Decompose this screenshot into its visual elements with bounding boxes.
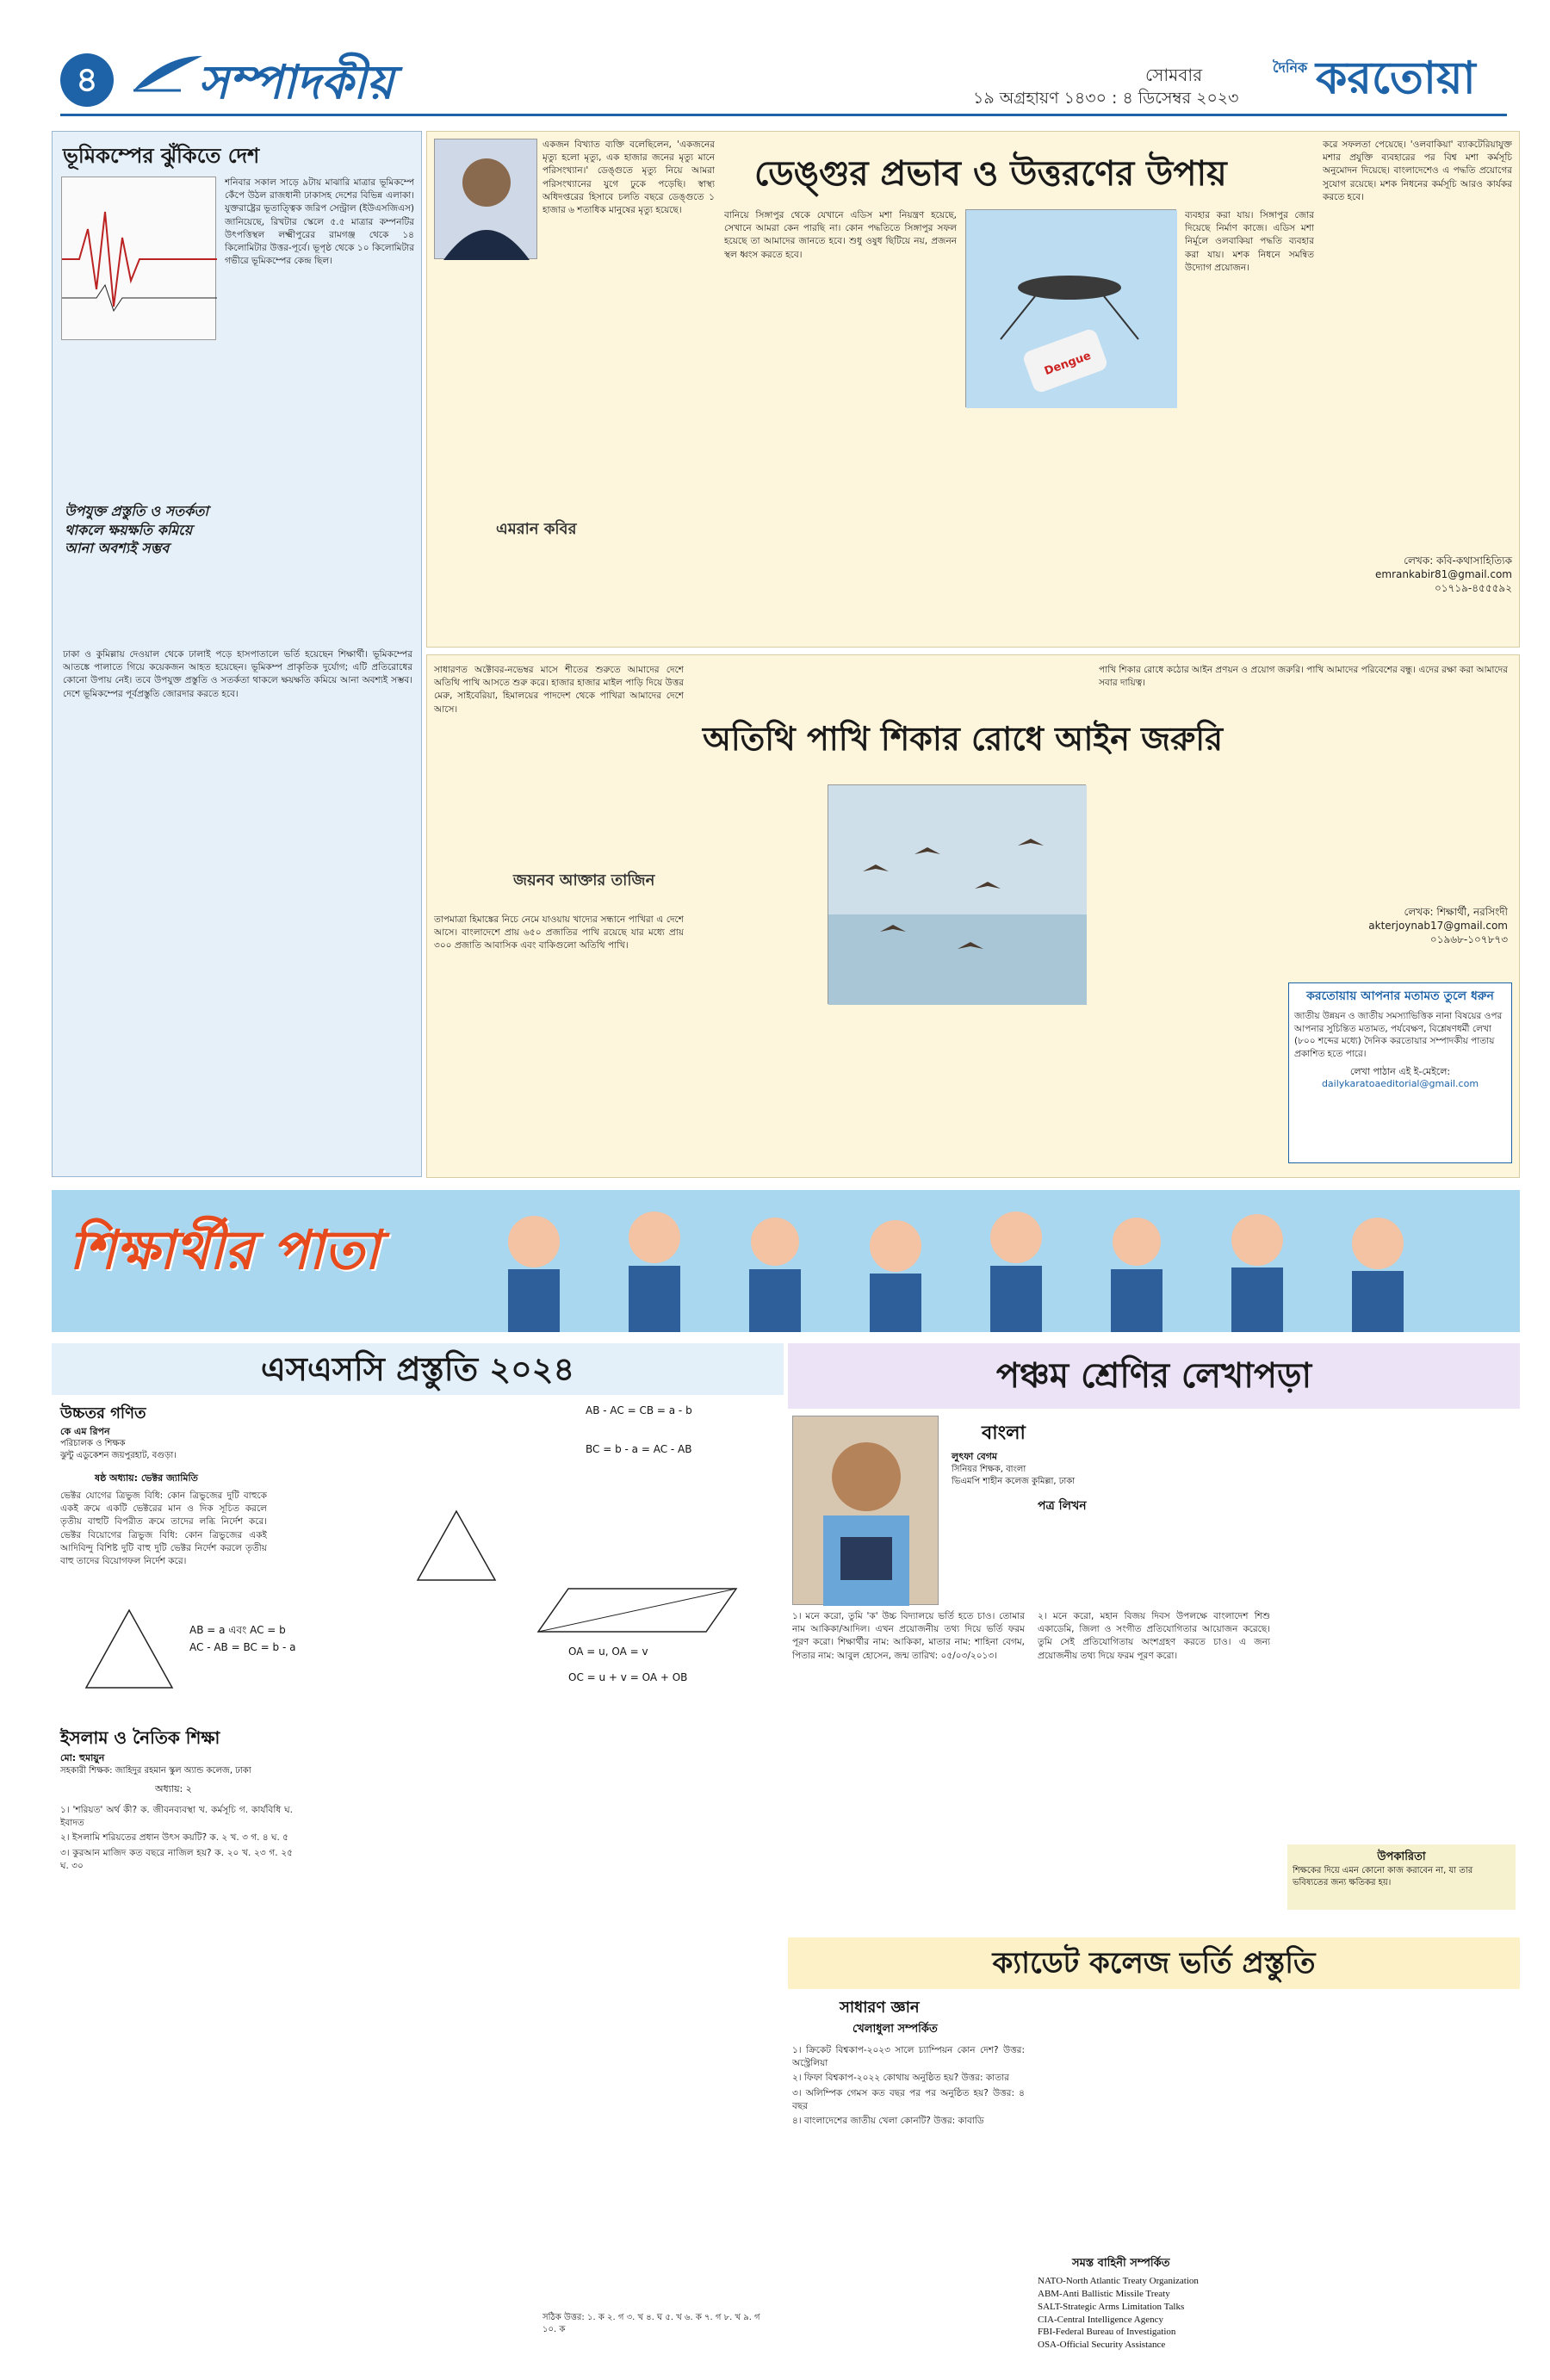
bird-signature-phone: ০১৯৬৮-১০৭৮৭৩ (1429, 933, 1508, 946)
islam-answers: সঠিক উত্তর: ১. ক ২. গ ৩. খ ৪. ঘ ৫. খ ৬. ক ৭. গ ৮. খ ৯. গ ১০. ক (542, 2313, 760, 2334)
dengue-signature-phone: ০১৭১৯-৪৫৫৫৯২ (1434, 582, 1512, 595)
dengue-body-4: করে সফলতা পেয়েছে। 'ওলবাকিয়া' ব্যাকটেরিয়াযুক্ত মশার প্রযুক্তি ব্যবহারের পর বিশ্ব মশা কর্মসূচি অনুমোদন দিয়েছে। বাংলাদেশেও এ পদ্ধতি প্রয়োগের সুযোগ রয়েছে। মশক নিধনের কর্মসূচি আরও কার্যকর করতে হবে। (1323, 139, 1512, 202)
class5-subject: বাংলা (982, 1422, 1026, 1444)
ssc-teacher-role: পরিচালক ও শিক্ষক (60, 1439, 126, 1448)
bird-title: অতিথি পাখি শিকার রোধে আইন জরুরি (703, 720, 1224, 758)
ssc-section (52, 1343, 784, 1722)
cadet-q2: ২। ফিফা বিশ্বকাপ-২০২২ কোথায় অনুষ্ঠিত হয়? উত্তর: কাতার (792, 2073, 1009, 2084)
islam-teacher-org: সহকারী শিক্ষক: জাহিদুর রহমান স্কুল অ্যান্ড কলেজ, ঢাকা (60, 1766, 251, 1776)
cadet-q4: ৪। বাংলাদেশের জাতীয় খেলা কোনটি? উত্তর: কাবাডি (792, 2116, 984, 2127)
dengue-body-1: একজন বিখ্যাত ব্যক্তি বলেছিলেন, 'একজনের মৃত্যু হলো মৃত্যু, এক হাজার জনের মৃত্যু মানে পরিসংখ্যান।' ডেঙ্গুতে মৃত্যু নিয়ে আমরা পরিসংখ্যানের যুগে ঢুকে পড়েছি। স্বাস্থ্য অধিদপ্তরের হিসাবে চলতি বছরে ডেঙ্গুতে ১ হাজার ৬ শতাধিক মানুষের মৃত্যু হয়েছে। (542, 139, 715, 216)
masthead-day: সোমবার (1145, 65, 1203, 85)
bird-signature (1323, 905, 1508, 947)
student-boy-image (792, 1416, 939, 1605)
editorial-left (52, 131, 422, 1177)
dengue-tube-label: Dengue (1043, 349, 1094, 379)
student-page-banner (52, 1190, 1520, 1332)
class5-teacher: লুৎফা বেগম (952, 1451, 998, 1462)
quill-icon (129, 52, 207, 95)
bird-signature-email: akterjoynab17@gmail.com (1368, 920, 1508, 933)
ssc-formula-5: OA = u, OA = v (568, 1646, 648, 1658)
class5-section (788, 1343, 1520, 1929)
editorial-left-body-2: ঢাকা ও কুমিল্লায় দেওয়াল থেকে ঢালাই পড়ে হাসপাতালে ভর্তি হয়েছেন শিক্ষার্থী। ভূমিকম্পের আতঙ্কে পালাতে গিয়ে কয়েকজন আহত হয়েছেন। ভূমিকম্প প্রাকৃতিক দুর্যোগ; এটি প্রতিরোধের কোনো উপায় নেই। তবে উপযুক্ত প্রস্তুতি ও সতর্কতা থাকলে ক্ষয়ক্ষতি কমিয়ে আনা অবশ্যই সম্ভব। দেশে ভূমিকম্পের পূর্বপ্রস্তুতি জোরদার করতে হবে। (63, 649, 412, 699)
class5-note-box (1287, 1844, 1516, 1910)
dengue-signature (1323, 554, 1512, 596)
paper-logo: করতোয়া (1316, 53, 1476, 104)
class5-header: পঞ্চম শ্রেণির লেখাপড়া (788, 1343, 1520, 1409)
ssc-teacher: কে এম রিপন (60, 1426, 110, 1437)
page-number-badge: ৪ (60, 53, 114, 107)
ssc-teacher-org: ঝুন্টু এডুকেশন জয়পুরহাট, বগুড়া। (60, 1451, 177, 1460)
paper-logo-prefix: দৈনিক (1273, 59, 1308, 76)
cadet-topic: খেলাধুলা সম্পর্কিত (852, 2023, 938, 2036)
masthead-rule (60, 114, 1507, 116)
ssc-body: ভেক্টর যোগের ত্রিভুজ বিধি: কোন ত্রিভুজের দুটি বাহুকে একই ক্রমে একটি ভেক্টরের মান ও দিক সূচিত করলে তৃতীয় বাহুটি বিপরীত ক্রমে তাদের লব্ধি নির্দেশ করে। ভেক্টর বিয়োগের ত্রিভুজ বিধি: কোন ত্রিভুজের একই আদিবিন্দু বিশিষ্ট দুটি বাহু দুটি ভেক্টর নির্দেশ করলে তৃতীয় বাহু তাদের বিয়োগফল নির্দেশ করে। (60, 1491, 267, 1567)
opinion-box-email[interactable]: dailykaratoaeditorial@gmail.com (1321, 1078, 1479, 1090)
ssc-formula-1: AB = a এবং AC = b (189, 1624, 286, 1636)
ssc-header: এসএসসি প্রস্তুতি ২০২৪ (52, 1343, 784, 1395)
ssc-subject: উচ্চতর গণিত (60, 1404, 146, 1422)
ssc-chapter: ষষ্ঠ অধ্যায়: ভেক্টর জ্যামিতি (95, 1472, 198, 1484)
cadet-q3: ৩। অলিম্পিক গেমস কত বছর পর পর অনুষ্ঠিত হয়? উত্তর: ৪ বছর (792, 2087, 1025, 2111)
bird-signature-name: লেখক: শিক্ষার্থী, নরসিংদী (1404, 906, 1508, 918)
triangle-diagram-1 (78, 1602, 181, 1696)
opinion-box-title: করতোয়ায় আপনার মতামত তুলে ধরুন (1306, 989, 1494, 1003)
cadet-abbr-3: SALT-Strategic Arms Limitation Talks (1038, 2301, 1185, 2312)
cadet-q1: ১। ক্রিকেট বিশ্বকাপ-২০২৩ সালে চ্যাম্পিয়ন কোন দেশ? উত্তর: অস্ট্রেলিয়া (792, 2045, 1025, 2069)
triangle-diagram-2 (413, 1507, 499, 1584)
dengue-signature-name: লেখক: কবি-কথাসাহিত্যিক (1404, 555, 1512, 567)
class5-teacher-role: সিনিয়র শিক্ষক, বাংলা (952, 1465, 1026, 1474)
cadet-abbr-5: FBI-Federal Bureau of Investigation (1038, 2327, 1176, 2338)
parallelogram-diagram (534, 1584, 741, 1636)
islam-q1: ১। 'শরিয়ত' অর্থ কী? ক. জীবনব্যবস্থা খ. কর্মসূচি গ. কার্যবিধি ঘ. ইবাদত (60, 1805, 293, 1829)
class5-body: ১। মনে করো, তুমি 'ক' উচ্চ বিদ্যালয়ে ভর্তি হতে চাও। তোমার নাম আকিকা/আদিল। এখন প্রয়োজনীয় তথ্য দিয়ে ভর্তি ফরম পূরণ করো। শিক্ষার্থীর নাম: আকিকা, মাতার নাম: শাহিনা বেগম, পিতার নাম: আবুল হোসেন, জন্ম তারিখ: ০৫/০৩/২০১৩। (792, 1611, 1025, 1661)
cadet-subject: সাধারণ জ্ঞান (840, 1999, 920, 2017)
opinion-box-email-label: লেখা পাঠান এই ই-মেইলে: (1349, 1065, 1451, 1077)
student-page-title: শিক্ষার্থীর পাতা (69, 1218, 380, 1281)
masthead-date: ১৯ অগ্রহায়ণ ১৪৩০ : ৪ ডিসেম্বর ২০২৩ (973, 89, 1239, 108)
editorial-left-pullquote: উপযুক্ত প্রস্তুতি ও সতর্কতা থাকলে ক্ষয়ক্ষতি কমিয়ে আনা অবশ্যই সম্ভব (65, 503, 209, 557)
birds-image (828, 784, 1086, 1004)
seismograph-image (61, 177, 216, 340)
class5-body-2: ২। মনে করো, মহান বিজয় দিবস উপলক্ষে বাংলাদেশ শিশু একাডেমি, জিলা ও সংগীত প্রতিযোগিতার আয়োজন করেছে। তুমি সেই প্রতিযোগিতায় অংশগ্রহণ করতে চাও। এ জন্য প্রয়োজনীয় তথ্য দিয়ে ফরম পূরণ করো। (1038, 1611, 1270, 1661)
bird-body-2: তাপমাত্রা হিমাঙ্কের নিচে নেমে যাওয়ায় খাদ্যের সন্ধানে পাখিরা এ দেশে আসে। বাংলাদেশে প্রায় ৬৫০ প্রজাতির পাখি রয়েছে যার মধ্যে প্রায় ৩০০ প্রজাতি আবাসিক এবং বাকিগুলো অতিথি পাখি। (434, 914, 684, 951)
class5-note-body: শিক্ষকের দিয়ে এমন কোনো কাজ করাবেন না, যা তার ভবিষ্যতের জন্য ক্ষতিকর হয়। (1293, 1865, 1473, 1887)
masthead (0, 0, 1550, 119)
dengue-author: এমরান কবির (496, 520, 577, 538)
islam-q3: ৩। কুরআন মাজিদ কত বছরে নাজিল হয়? ক. ২০ খ. ২৩ গ. ২৫ ঘ. ৩০ (60, 1847, 293, 1871)
cadet-questions (792, 2044, 1025, 2251)
section-title: সম্পাদকীয় (198, 55, 394, 109)
ssc-formula-3: AB - AC = CB = a - b (586, 1404, 692, 1416)
islam-teacher: মো: হুমায়ুন (60, 1752, 105, 1763)
dengue-signature-email: emrankabir81@gmail.com (1375, 568, 1512, 581)
editorial-left-body-1: শনিবার সকাল সাড়ে ৯টায় মাঝারি মাত্রার ভূমিকম্পে কেঁপে উঠল রাজধানী ঢাকাসহ দেশের বিভিন্ন এলাকা। যুক্তরাষ্ট্রের ভূতাত্ত্বিক জরিপ সেন্ট্রাল (ইউএসজিএস) জানিয়েছে, রিখটার স্কেলে ৫.৫ মাত্রার কম্পনটির উৎপত্তিস্থল লক্ষ্মীপুরের রামগঞ্জ থেকে ১৪ কিলোমিটার উত্তর-পূর্বে। ভূপৃষ্ঠ থেকে ১০ কিলোমিটার গভীরে ভূমিকম্পের কেন্দ্র ছিল। (225, 177, 414, 267)
bird-article (426, 654, 1520, 1178)
cadet-abbr-6: OSA-Official Security Assistance (1038, 2340, 1166, 2351)
dengue-body-3: ব্যবহার করা যায়। সিঙ্গাপুর জোর দিয়েছে নির্মাণ কাজে। এডিস মশা নির্মূলে ওলবাকিয়া পদ্ধতি ব্যবহার করা যায়। মশক নিধনে সমন্বিত উদ্যোগ প্রয়োজন। (1185, 210, 1314, 273)
class5-teacher-org: ভিএমপি শাহীন কলেজ কুমিল্লা, ঢাকা (952, 1477, 1076, 1486)
dengue-article (426, 131, 1520, 648)
dengue-title: ডেঙ্গুর প্রভাব ও উত্তরণের উপায় (754, 154, 1227, 194)
islam-header: ইসলাম ও নৈতিক শিক্ষা (60, 1727, 220, 1748)
class5-note-title: উপকারিতা (1377, 1850, 1426, 1863)
cadet-section (788, 1937, 1520, 2364)
ssc-formula-6: OC = u + v = OA + OB (568, 1671, 688, 1683)
author-photo (434, 139, 537, 259)
bird-body-1: সাধারণত অক্টোবর-নভেম্বর মাসে শীতের শুরুতে আমাদের দেশে অতিথি পাখি আসতে শুরু করে। হাজার হাজার মাইল পাড়ি দিয়ে উত্তর মেরু, সাইবেরিয়া, হিমালয়ের পাদদেশ থেকে পাখিরা আমাদের দেশে আসে। (434, 665, 684, 715)
islam-chapter: অধ্যায়: ২ (155, 1783, 192, 1794)
opinion-box (1288, 982, 1512, 1163)
class5-section-title: পত্র লিখন (1038, 1499, 1087, 1513)
ssc-formula-2: AC - AB = BC = b - a (189, 1641, 296, 1653)
editorial-left-title: ভূমিকম্পের ঝুঁকিতে দেশ (63, 144, 260, 168)
dengue-body-2: বানিয়ে সিঙ্গাপুর থেকে যেখানে এডিস মশা নিয়ন্ত্রণ হয়েছে, সেখানে আমরা কেন পারছি না। কোন পদ্ধতিতে সিঙ্গাপুর সফল হয়েছে তা আমাদের জানতে হবে। শুধু ওষুধ ছিটিয়ে নয়, প্রজনন স্থল ধ্বংস করতে হবে। (724, 210, 957, 260)
mosquito-image (965, 209, 1176, 407)
islam-questions (60, 1804, 293, 2346)
bird-body-3: পাখি শিকার রোধে কঠোর আইন প্রণয়ন ও প্রয়োগ জরুরি। পাখি আমাদের পরিবেশের বন্ধু। এদের রক্ষা করা আমাদের সবার দায়িত্ব। (1099, 665, 1508, 689)
cadet-force-title: সমস্ত বাহিনী সম্পর্কিত (1072, 2257, 1170, 2270)
bird-author: জয়নব আক্তার তাজিন (513, 871, 655, 889)
islam-q2: ২। ইসলামি শরিয়তের প্রধান উৎস কয়টি? ক. ২ খ. ৩ গ. ৪ ঘ. ৫ (60, 1832, 288, 1844)
cadet-header: ক্যাডেট কলেজ ভর্তি প্রস্তুতি (788, 1937, 1520, 1989)
cadet-abbreviations (1038, 2275, 1270, 2352)
cadet-abbr-1: NATO-North Atlantic Treaty Organization (1038, 2276, 1199, 2286)
opinion-box-body: জাতীয় উন্নয়ন ও জাতীয় সমস্যাভিত্তিক নানা বিষয়ের ওপর আপনার সুচিন্তিত মতামত, পর্যবেক্ষণ, বিশ্লেষণধর্মী লেখা (৮০০ শব্দের মধ্যে) দৈনিক করতোয়ার সম্পাদকীয় পাতায় প্রকাশিত হতে পারে। (1294, 1010, 1503, 1059)
cadet-abbr-2: ABM-Anti Ballistic Missile Treaty (1038, 2288, 1170, 2299)
islam-section (52, 1726, 784, 2364)
ssc-formula-4: BC = b - a = AC - AB (586, 1443, 692, 1455)
cadet-abbr-4: CIA-Central Intelligence Agency (1038, 2314, 1164, 2325)
